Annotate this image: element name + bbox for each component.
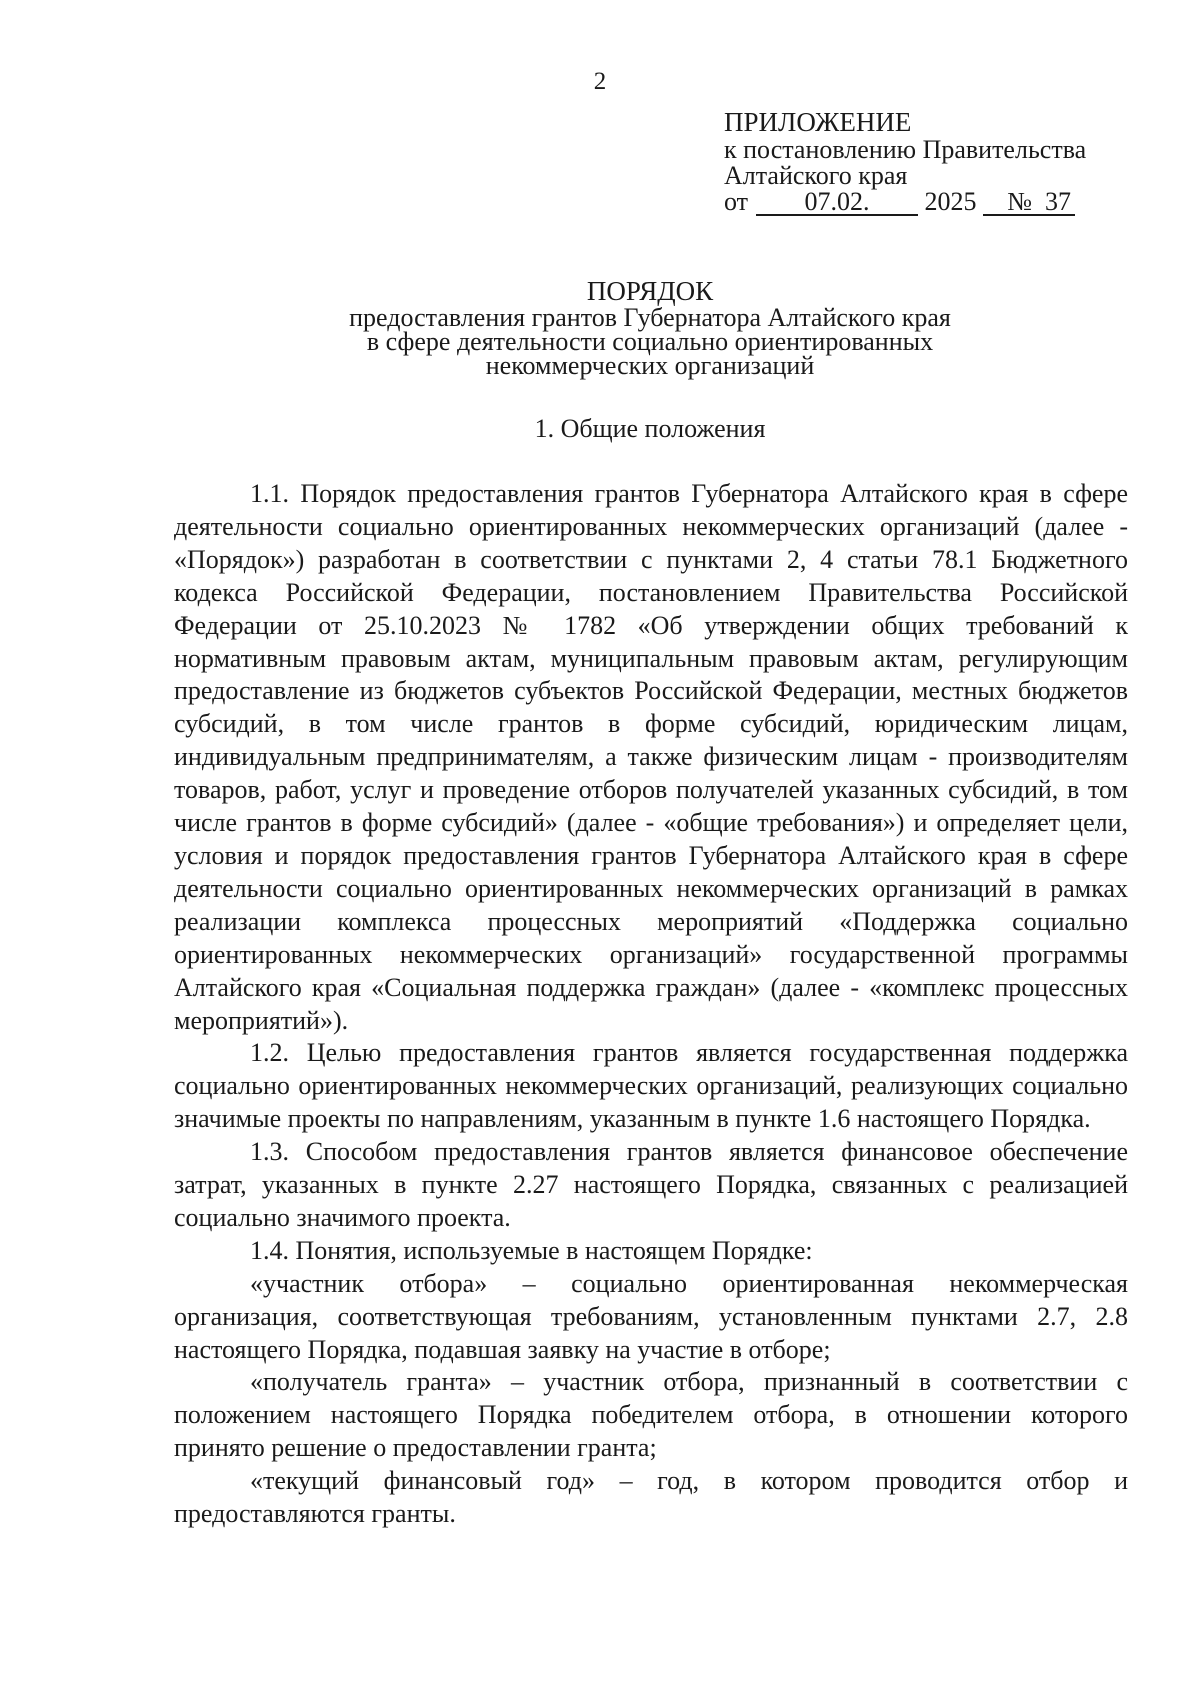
paragraph-1-3: 1.3. Способом предоставления грантов является финансовое обеспечение затрат, указанных в пункте 2.27 настоящего Порядка, связанных с реализацией социально значимого проекта. xyxy=(174,1137,1128,1232)
page-number: 2 xyxy=(593,68,607,95)
appendix-year: 2025 xyxy=(924,187,977,216)
appendix-from-label: от xyxy=(724,187,749,216)
appendix-header xyxy=(724,108,1184,216)
document-title-line-3: некоммерческих организаций xyxy=(485,351,815,380)
definition-selection-participant: «участник отбора» – социально ориентированная некоммерческая организация, соответствующая требованиям, установленным пунктами 2.7, 2.8 настоящего Порядка, подавшая заявку на участие в отборе; xyxy=(174,1268,1128,1364)
paragraph-1-4: 1.4. Понятия, используемые в настоящем Порядке: xyxy=(250,1235,813,1265)
document-title xyxy=(0,276,1200,378)
appendix-date: 07.02. xyxy=(756,190,918,216)
document-title-line-1: предоставления грантов Губернатора Алтайского края xyxy=(349,303,951,332)
appendix-number-field xyxy=(983,187,1075,216)
document-title-line-2: в сфере деятельности социально ориентированных xyxy=(366,327,934,356)
paragraph-1-1: 1.1. Порядок предоставления грантов Губернатора Алтайского края в сфере деятельности социально ориентированных некоммерческих организаций (далее - «Порядок») разработан в соответствии с пунктами 2, 4 статьи 78.1 Бюджетного кодекса Российской Федерации, постановлением Правительства Российской Федерации от 25.10.2023 № 1782 «Об утверждении общих требований к нормативным правовым актам, муниципальным правовым актам, регулирующим предоставление из бюджетов субъектов Российской Федерации, местных бюджетов субсидий, в том числе грантов в форме субсидий, юридическим лицам, индивидуальным предпринимателям, а также физическим лицам - производителям товаров, работ, услуг и проведение отборов получателей указанных субсидий, в том числе грантов в форме субсидий» (далее - «общие требования») и определяет цели, условия и порядок предоставления грантов Губернатора Алтайского края в сфере деятельности социально ориентированных некоммерческих организаций в рамках реализации комплекса процессных мероприятий «Поддержка социально ориентированных некоммерческих организаций» государственной программы Алтайского края «Социальная поддержка граждан» (далее - «комплекс процессных мероприятий»). xyxy=(174,479,1128,1035)
definition-grant-recipient: «получатель гранта» – участник отбора, признанный в соответствии с положением настоящего Порядка победителем отбора, в отношении которого принято решение о предоставлении гранта; xyxy=(174,1367,1128,1463)
paragraph-1-2: 1.2. Целью предоставления грантов является государственная поддержка социально ориентированных некоммерческих организаций, реализующих социально значимые проекты по направлениям, указанным в пункте 1.6 настоящего Порядка. xyxy=(174,1038,1128,1134)
document-title-main: ПОРЯДОК xyxy=(586,276,714,306)
definition-current-fiscal-year: «текущий финансовый год» – год, в котором проводится отбор и предоставляются гранты. xyxy=(174,1466,1128,1529)
appendix-line-region: Алтайского края xyxy=(724,161,908,190)
appendix-number: 37 xyxy=(1045,187,1072,216)
section-title: 1. Общие положения xyxy=(534,414,766,443)
appendix-number-sign: № xyxy=(1007,187,1033,216)
appendix-heading: ПРИЛОЖЕНИЕ xyxy=(724,107,912,137)
body-text xyxy=(174,478,1128,1531)
appendix-line-resolution: к постановлению Правительства xyxy=(724,135,1087,164)
appendix-date-line xyxy=(724,189,1184,216)
